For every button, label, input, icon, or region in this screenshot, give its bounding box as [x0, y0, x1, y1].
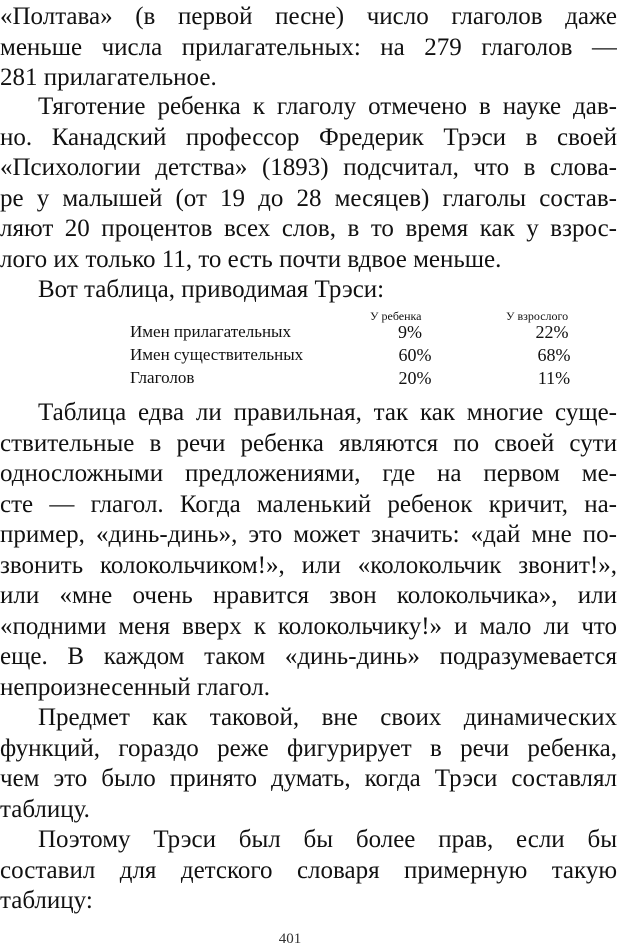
text-line: звонить колокольчиком!», или «колокольчик звонит!»,	[0, 551, 617, 579]
table-cell-child: 60%	[398, 345, 432, 365]
text-line: меньше числа прилагательных: на 279 глаголов —	[0, 33, 617, 61]
text-line: «Психологии детства» (1893) подсчитал, что в слова-	[0, 154, 617, 181]
text-line: ляют 20 процентов всех слов, в то время как у взрос-	[0, 215, 617, 242]
table-row-label: Имен существительных	[130, 345, 304, 364]
text-line: «подними меня вверх к колокольчику!» и мало ли что	[0, 612, 617, 640]
text-line: ре у малышей (от 19 до 28 месяцев) глаголы состав-	[0, 184, 617, 212]
table-cell-child: 20%	[398, 368, 432, 388]
text-line: таблицу.	[0, 795, 90, 823]
table-row-label: Имен прилагательных	[130, 322, 291, 341]
text-line: Вот таблица, приводимая Трэси:	[38, 276, 385, 303]
text-line: Таблица едва ли правильная, так как многие суще-	[38, 399, 617, 426]
table-header-adult: У взрослого	[506, 309, 569, 323]
table-row-label: Глаголов	[130, 368, 195, 387]
text-line: таблицу:	[0, 887, 93, 914]
table-cell-adult: 22%	[535, 322, 569, 342]
table-header-child: У ребенка	[370, 309, 422, 323]
text-line: но. Канадский профессор Фредерик Трэси в своей	[0, 123, 617, 151]
table-cell-adult: 11%	[537, 368, 571, 388]
text-line: еще. В каждом таком «динь-динь» подразумевается	[0, 643, 617, 670]
page-number: 401	[278, 931, 302, 947]
text-line: Тяготение ребенка к глаголу отмечено в науке дав-	[38, 93, 617, 120]
text-line: функций, гораздо реже фигурирует в речи ребенка,	[0, 734, 617, 762]
text-line: ствительные в речи ребенка являются по своей сути	[0, 429, 617, 457]
text-line: непроизнесенный глагол.	[0, 673, 270, 701]
text-line: пример, «динь-динь», это может значить: «дай мне по-	[0, 521, 617, 548]
table-cell-adult: 68%	[537, 345, 571, 365]
text-line: 281 прилагательное.	[0, 64, 217, 91]
text-line: чем это было принято думать, когда Трэси составлял	[0, 765, 617, 792]
text-line: «Полтава» (в первой песне) число глаголов даже	[0, 3, 617, 30]
table-cell-child: 9%	[398, 322, 422, 342]
text-line: Предмет как таковой, вне своих динамических	[38, 704, 617, 731]
text-line: сте — глагол. Когда маленький ребенок кричит, на-	[0, 490, 617, 518]
text-line: составил для детского словаря примерную такую	[0, 856, 617, 884]
text-line: Поэтому Трэси был бы более прав, если бы	[38, 826, 617, 853]
text-line: или «мне очень нравится звон колокольчика», или	[0, 582, 617, 609]
text-line: односложными предложениями, где на первом ме-	[0, 460, 617, 487]
text-line: лого их только 11, то есть почти вдвое меньше.	[0, 245, 502, 273]
